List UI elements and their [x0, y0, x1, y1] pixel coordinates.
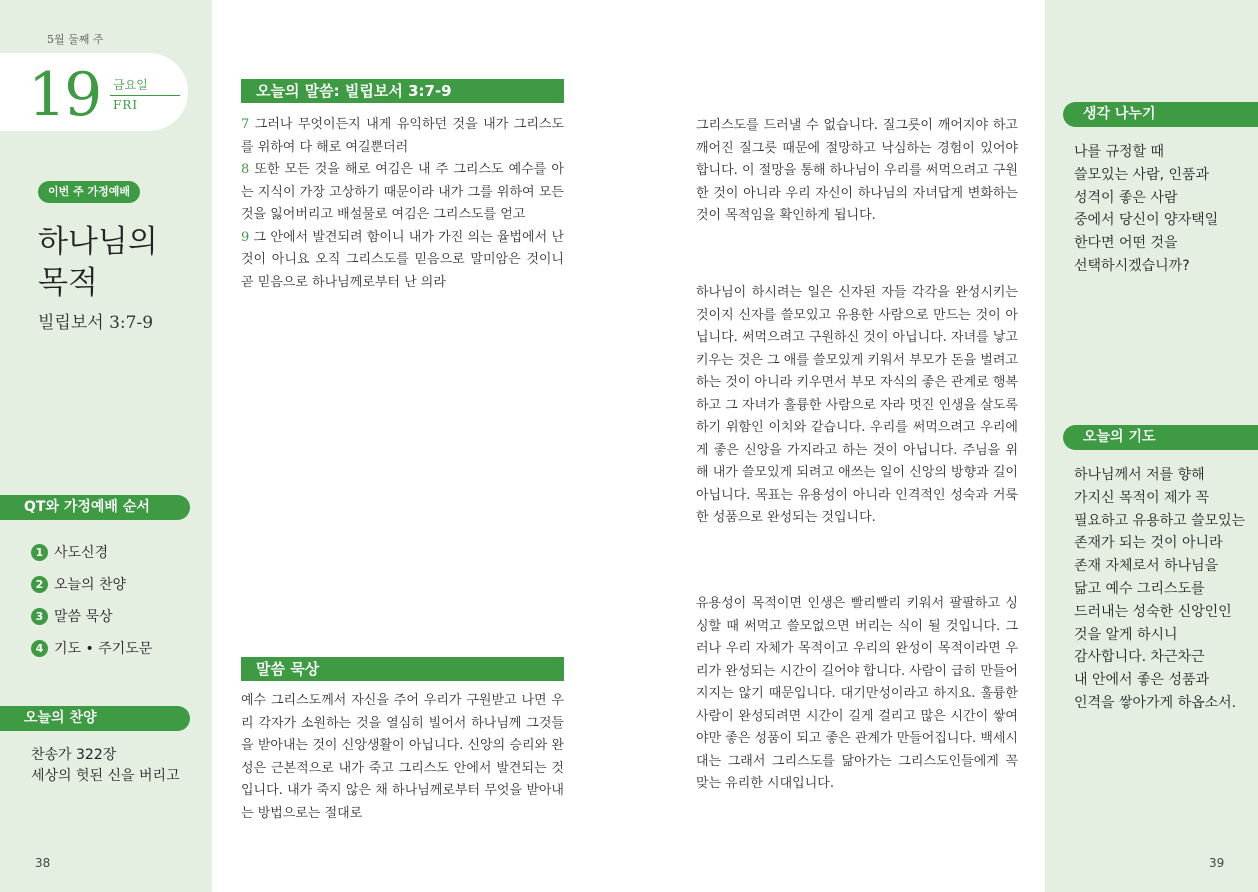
- page-number-left: 38: [35, 856, 51, 870]
- title-line-1: 하나님의: [38, 224, 158, 260]
- verse-text: 그러나 무엇이든지 내게 유익하던 것을 내가 그리스도를 위하여 다 해로 여길뿐더러: [241, 117, 564, 155]
- hymn-info: [31, 745, 180, 787]
- word-text: [241, 114, 564, 294]
- order-header: QT와 가정예배 순서: [0, 495, 190, 520]
- meditation-text: 예수 그리스도께서 자신을 주어 우리가 구원받고 나면 우리 각자가 소원하는 것을 열심히 빌어서 하나님께 그것들을 받아내는 것이 신앙생활이 아닙니다. 신앙의 승리와 완성은 근본적으로 내가 죽고 그리스도 안에서 발견되는 것입니다. 내가 죽지 않은 채 하나님께로부터 무엇을 받아내는 방법으로는 절대로: [241, 693, 564, 821]
- page-number-right: 39: [1209, 856, 1225, 870]
- share-text: 나를 규정할 때 쓸모있는 사람, 인품과 성격이 좋은 사람 중에서 당신이 양자택일 한다면 어떤 것을 선택하시겠습니까?: [1074, 144, 1219, 274]
- verse-text: 그 안에서 발견되려 함이니 내가 가진 의는 율법에서 난 것이 아니요 오직 그리스도를 믿음으로 말미암은 것이니 곧 믿음으로 하나님께로부터 난 의라: [241, 229, 564, 290]
- scripture-reference: 빌립보서 3:7-9: [38, 313, 154, 333]
- day-divider: [110, 95, 180, 96]
- hymn-number: 찬송가 322장: [31, 747, 117, 763]
- day-korean: 금요일: [113, 78, 148, 92]
- order-item-label: 기도 • 주기도문: [54, 641, 153, 657]
- day-english: FRI: [113, 98, 139, 112]
- number-1-icon: 1: [31, 544, 48, 561]
- prayer-header: 오늘의 기도: [1063, 425, 1258, 450]
- continuation-paragraph-2: 하나님이 하시려는 일은 신자된 자들 각각을 완성시키는 것이지 신자를 쓸모있고 유용한 사람으로 만드는 것이 아닙니다. 써먹으려고 구원하신 것이 아닙니다. 자녀를 낳고 키우는 것은 그 애를 쓸모있게 키워서 부모가 돈을 벌려고 하는 것이 아니라 키우면서 부모 자식의 좋은 관계로 행복하고 그 자녀가 훌륭한 사람으로 자라 멋진 인생을 살도록 하기 위함인 이치와 같습니다. 우리를 써먹으려고 우리에게 좋은 신앙을 가지라고 하는 것이 아닙니다. 주님을 위해 내가 쓸모있게 되려고 애쓰는 일이 신앙의 방향과 길이 아닙니다. 목표는 유용성이 아니라 인격적인 성숙과 거룩한 성품으로 완성되는 것입니다.: [696, 285, 1018, 525]
- verse-number: 8: [241, 162, 250, 177]
- order-item: [31, 574, 126, 594]
- number-2-icon: 2: [31, 576, 48, 593]
- word-header: 오늘의 말씀: 빌립보서 3:7-9: [241, 79, 564, 103]
- continuation-paragraph-3: 유용성이 목적이면 인생은 빨리빨리 키워서 팔팔하고 싱싱할 때 써먹고 쓸모없으면 버리는 식이 될 것입니다. 그러나 우리 자체가 목적이고 우리의 완성이 목적이라면 우리가 완성되는 시간이 길어야 합니다. 사람이 급히 만들어지지는 않기 때문입니다. 대기만성이라고 하지요. 훌륭한 사람이 완성되려면 시간이 길게 걸리고 많은 시간이 쌓여야만 좋은 성품이 되고 좋은 관계가 만들어집니다. 백세시대는 그래서 그리스도를 닮아가는 그리스도인들에게 꼭 맞는 유리한 시대입니다.: [696, 596, 1018, 791]
- series-badge: 이번 주 가정예배: [38, 181, 140, 203]
- number-4-icon: 4: [31, 640, 48, 657]
- order-item: [31, 606, 113, 626]
- hymn-header: 오늘의 찬양: [0, 706, 190, 731]
- order-item-label: 오늘의 찬양: [54, 577, 127, 593]
- number-3-icon: 3: [31, 608, 48, 625]
- date-number: 19: [28, 60, 101, 130]
- share-header: 생각 나누기: [1063, 102, 1258, 127]
- order-item: [31, 638, 152, 658]
- title-line-2: 목적: [38, 265, 98, 301]
- meditation-header: 말씀 묵상: [241, 657, 564, 681]
- continuation-paragraph-1: 그리스도를 드러낼 수 없습니다. 질그릇이 깨어지야 하고 깨어진 질그릇 때문에 절망하고 낙심하는 경험이 있어야 합니다. 이 절망을 통해 하나님이 우리를 써먹으려고 구원한 것이 아니라 우리 자신이 하나님의 자녀답게 변화하는 것이 목적임을 확인하게 됩니다.: [696, 118, 1018, 223]
- order-item-label: 말씀 묵상: [54, 609, 113, 625]
- order-item-label: 사도신경: [54, 545, 109, 561]
- hymn-title: 세상의 헛된 신을 버리고: [31, 768, 180, 784]
- prayer-text: 하나님께서 저를 향해 가지신 목적이 제가 꼭 필요하고 유용하고 쓸모있는 존재가 되는 것이 아니라 존재 자체로서 하나님을 닮고 예수 그리스도를 드러내는 성숙한 신앙인인 것을 알게 하시니 감사합니다. 차근차근 내 안에서 좋은 성품과 인격을 쌓아가게 하옵소서.: [1074, 467, 1246, 711]
- verse-number: 9: [241, 229, 250, 245]
- week-label: 5월 둘째 주: [47, 33, 104, 46]
- order-item: [31, 542, 108, 562]
- verse-text: 또한 모든 것을 해로 여김은 내 주 그리스도 예수를 아는 지식이 가장 고상하기 때문이라 내가 그를 위하여 모든 것을 잃어버리고 배설물로 여김은 그리스도를 얻고: [241, 162, 564, 222]
- page-title: [38, 222, 158, 304]
- verse-number: 7: [241, 117, 250, 132]
